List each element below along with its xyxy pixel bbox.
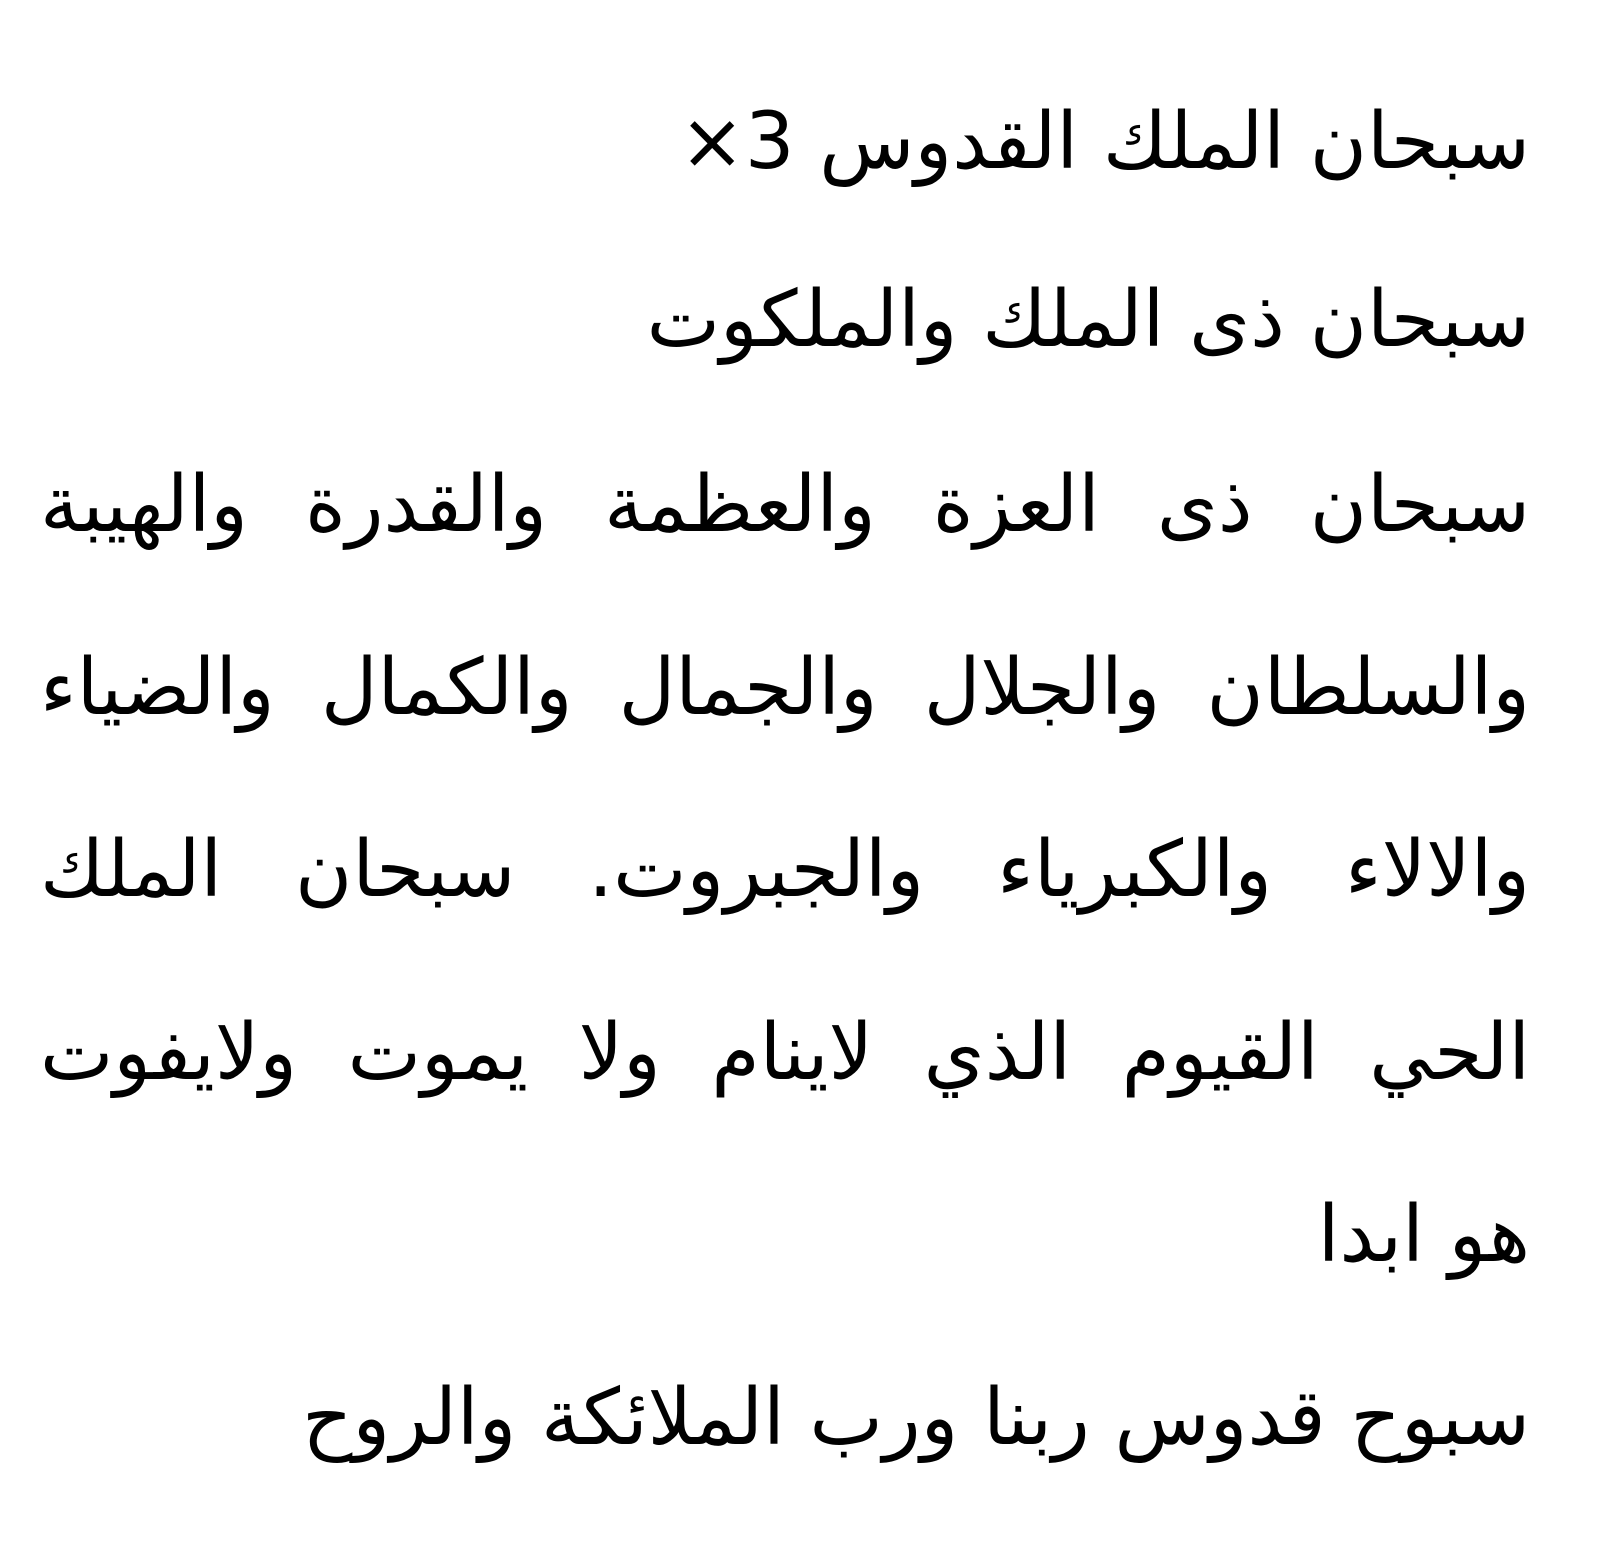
text-line-5: والالاء والكبرياء والجبروت. سبحان الملك <box>40 825 1530 915</box>
text-line-1: سبحان الملك القدوس 3× <box>679 97 1530 187</box>
text-line-3: سبحان ذى العزة والعظمة والقدرة والهيبة <box>40 460 1530 550</box>
text-line-4: والسلطان والجلال والجمال والكمال والضياء <box>40 643 1530 733</box>
text-line-7: هو ابدا <box>1317 1190 1530 1280</box>
text-line-8: سبوح قدوس ربنا ورب الملائكة والروح <box>302 1373 1530 1463</box>
text-line-2: سبحان ذى الملك والملكوت <box>646 275 1530 365</box>
text-line-6: الحي القيوم الذي لاينام ولا يموت ولايفوت <box>40 1008 1530 1098</box>
